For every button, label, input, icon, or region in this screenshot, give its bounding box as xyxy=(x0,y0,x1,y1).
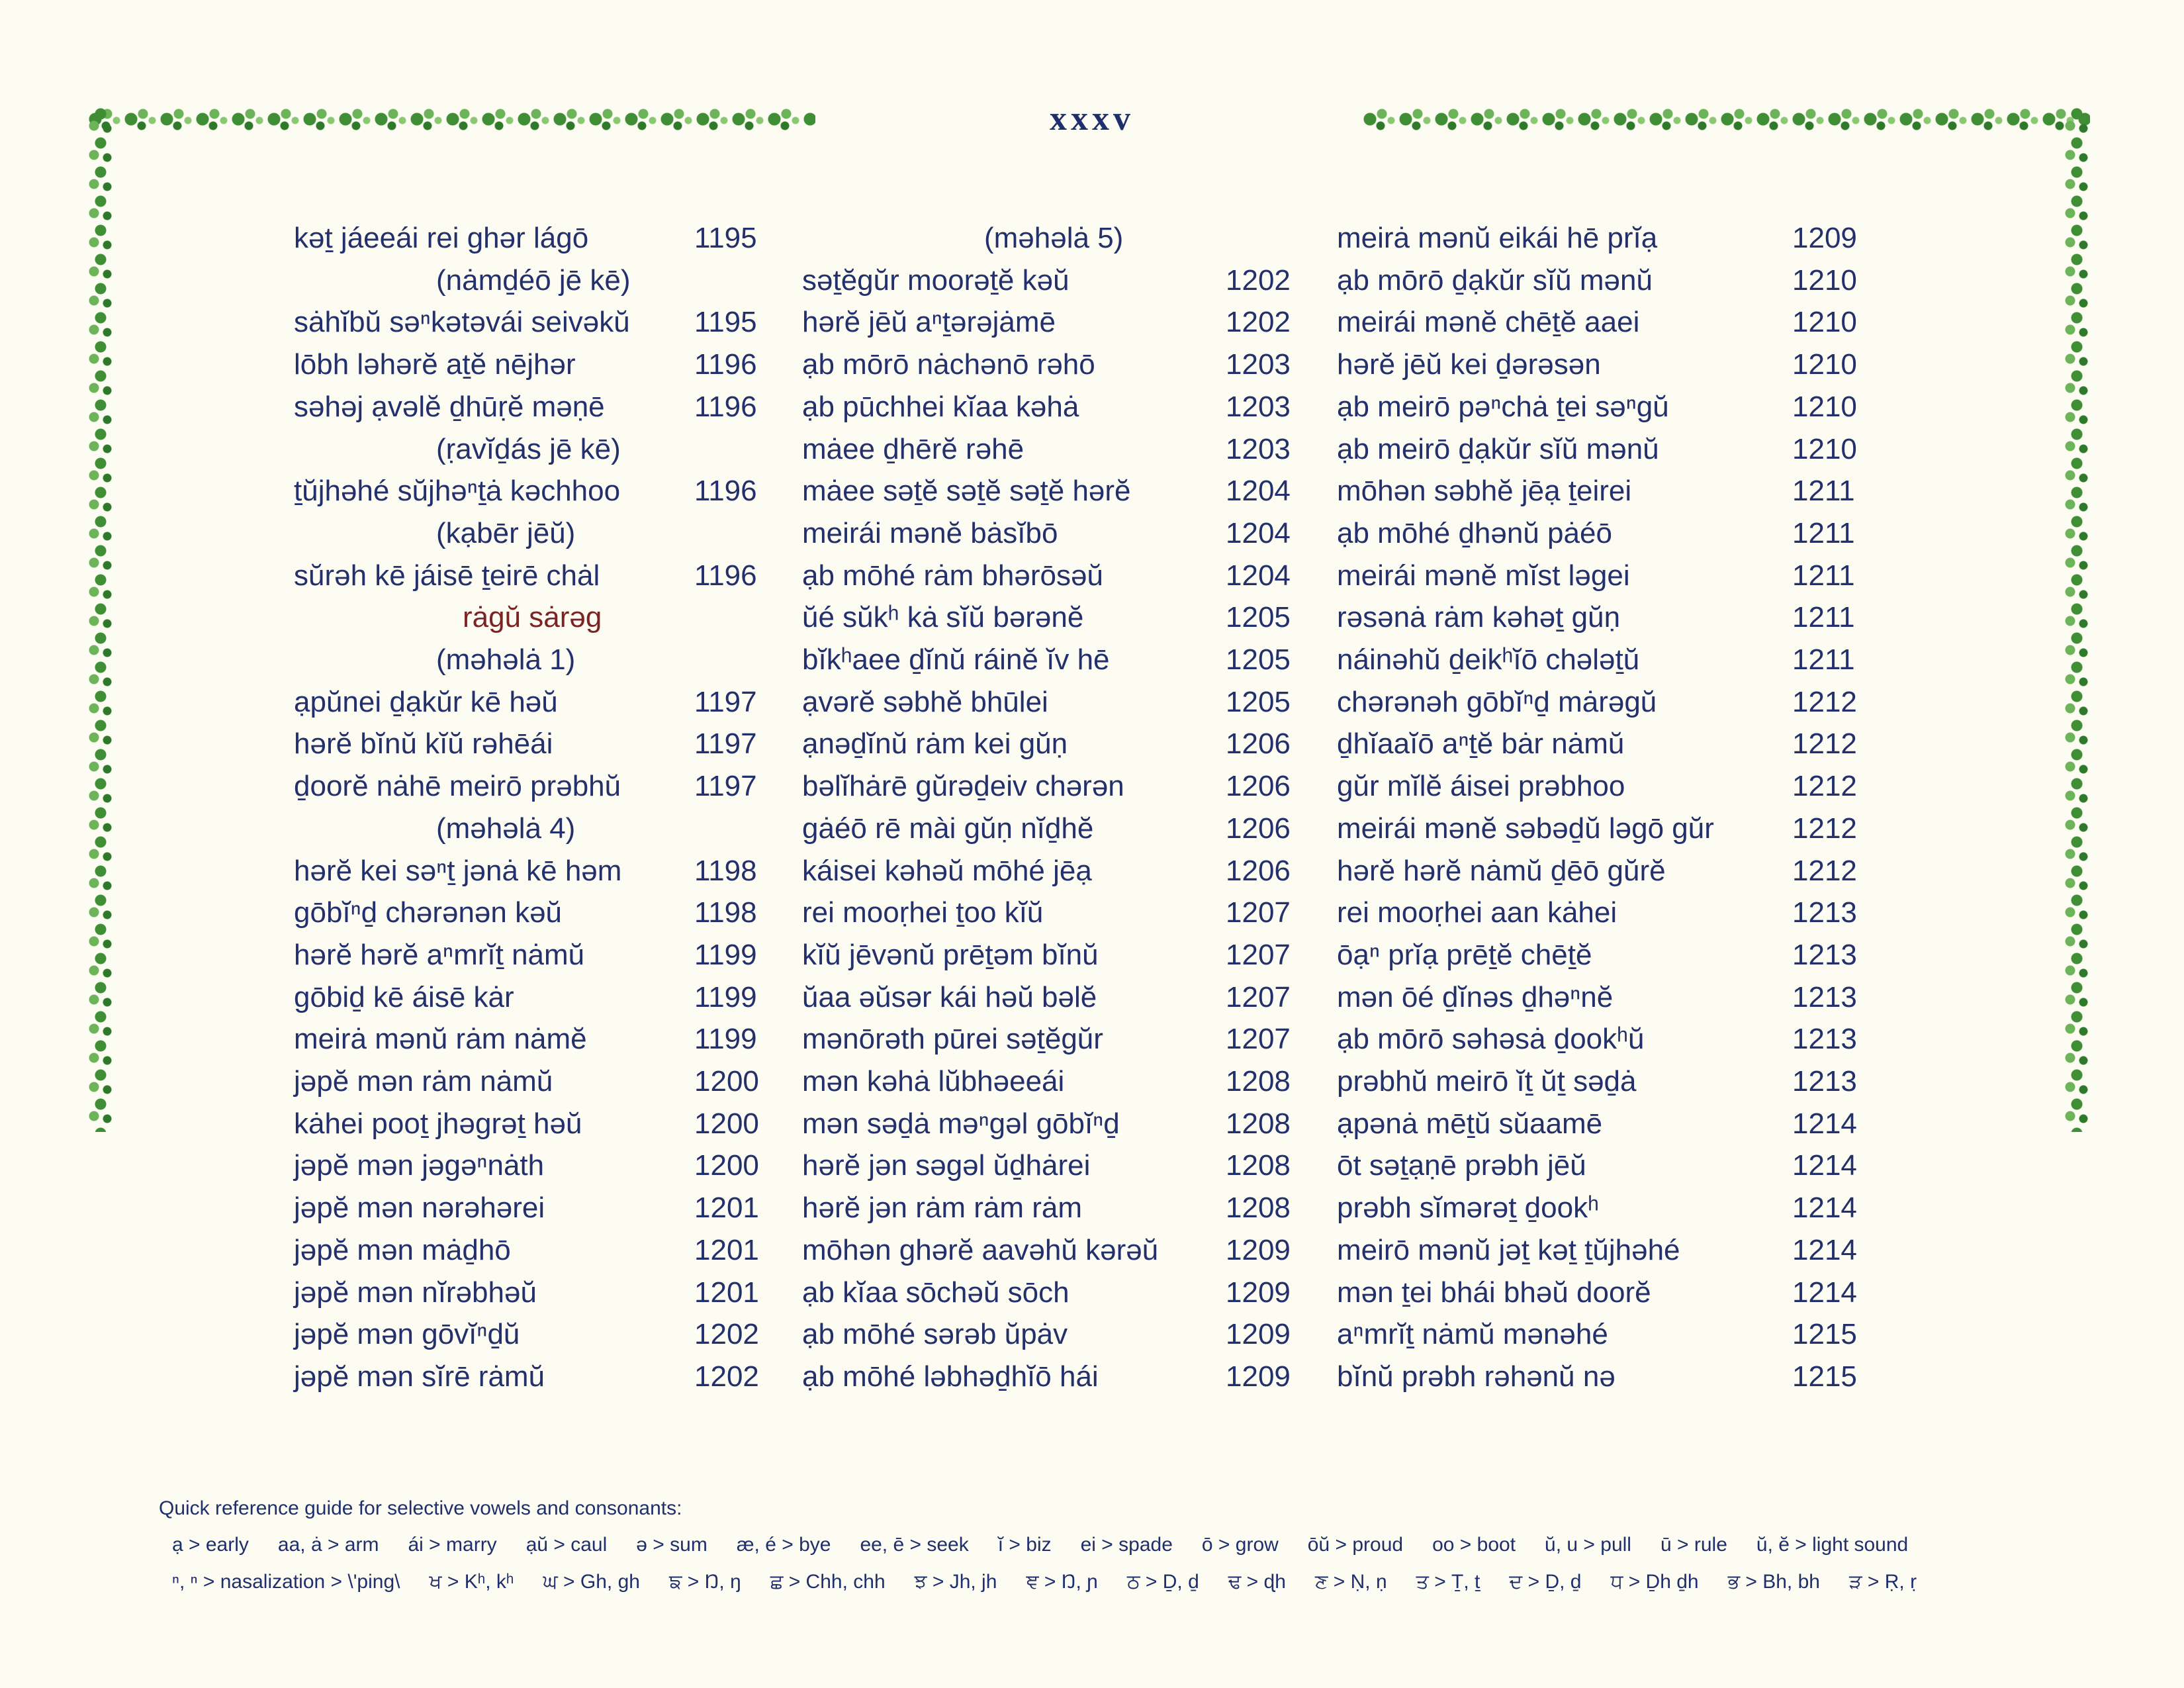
shabad-title: ạb pūchhei kĭaa kəhȧ xyxy=(802,390,1079,423)
guide-item: ਛ > Chh, chh xyxy=(770,1571,886,1593)
shabad-title: lōbh ləhərĕ aṯĕ nējhər xyxy=(294,348,576,381)
shabad-title: ōt səṯạṇē prəbh jēŭ xyxy=(1337,1149,1586,1182)
shabad-title: ạb mōrō nȧchənō rəhō xyxy=(802,348,1095,381)
index-entry xyxy=(802,430,1305,469)
shabad-title: ạb mōhé ḏhənŭ pȧéō xyxy=(1337,516,1612,549)
index-entry xyxy=(294,218,770,258)
page-ref-number: 1199 xyxy=(694,1023,757,1056)
index-entry xyxy=(294,1062,770,1102)
guide-item: ⁿ, ⁿ > nasalization > \'ping\ xyxy=(172,1571,400,1593)
index-entry xyxy=(294,1315,770,1354)
consonant-guide xyxy=(172,1564,2012,1601)
guide-item: ਙ > Ŋ, ŋ xyxy=(668,1571,741,1593)
page-ref-number: 1215 xyxy=(1792,1318,1857,1351)
page-ref-number: 1215 xyxy=(1792,1360,1857,1393)
index-entry xyxy=(802,514,1305,553)
index-entry xyxy=(1337,430,1866,469)
shabad-title: meirái mənĕ chēṯĕ aaei xyxy=(1337,306,1640,339)
page-ref-number: 1209 xyxy=(1226,1318,1291,1351)
index-entry xyxy=(294,471,770,511)
page-ref-number: 1203 xyxy=(1226,348,1291,381)
guide-item: ਝ > Jh, jh xyxy=(914,1571,997,1593)
shabad-title: ạb mōrō ḏạkŭr sĭŭ mənŭ xyxy=(1337,263,1653,297)
shabad-title: jəpĕ mən mȧḏhō xyxy=(294,1233,511,1266)
shabad-title: meirȧ mənŭ rȧm nȧmĕ xyxy=(294,1023,587,1056)
page-ref-number: 1212 xyxy=(1792,812,1857,845)
index-entry xyxy=(1337,767,1866,806)
shabad-title: ạb kĭaa sōchəŭ sōch xyxy=(802,1276,1069,1309)
index-entry xyxy=(1337,809,1866,849)
guide-item: ŭ, u > pull xyxy=(1545,1534,1631,1556)
page-ref-number: 1206 xyxy=(1226,770,1291,803)
guide-item: ਦ > Ḏ, ḏ xyxy=(1509,1571,1582,1593)
index-entry xyxy=(802,1188,1305,1228)
shabad-title: kəṯ jáeeái rei ghər lágō xyxy=(294,222,589,254)
shabad-title: ạvərĕ səbhĕ bhūlei xyxy=(802,685,1048,718)
page-ref-number: 1197 xyxy=(694,685,757,718)
index-entry xyxy=(294,430,770,469)
index-entry xyxy=(1337,1019,1866,1059)
index-entry xyxy=(294,724,770,764)
index-entry xyxy=(294,767,770,806)
index-entry xyxy=(802,893,1305,933)
index-entry xyxy=(802,345,1305,385)
page-ref-number: 1214 xyxy=(1792,1276,1857,1309)
index-entry xyxy=(1337,1188,1866,1228)
index-entry xyxy=(802,556,1305,596)
index-entry xyxy=(802,767,1305,806)
page-ref-number: 1210 xyxy=(1792,263,1857,297)
guide-item: ạŭ > caul xyxy=(525,1534,608,1556)
page-ref-number: 1204 xyxy=(1226,475,1291,508)
index-entry xyxy=(802,978,1305,1017)
index-entry xyxy=(294,1231,770,1270)
guide-item: ੜ > Ṛ, ṛ xyxy=(1848,1571,1917,1593)
guide-item: ái > marry xyxy=(408,1534,497,1556)
index-entry xyxy=(294,303,770,342)
index-entry xyxy=(294,514,770,553)
page-ref-number: 1195 xyxy=(694,306,757,339)
guide-item: aa, ȧ > arm xyxy=(277,1534,379,1556)
shabad-title: hərĕ jēŭ kei ḏərəsən xyxy=(1337,348,1601,381)
index-entry xyxy=(294,1019,770,1059)
shabad-title: aⁿmrĭṯ nȧmŭ mənəhé xyxy=(1337,1318,1608,1351)
index-entry xyxy=(1337,218,1866,258)
page-ref-number: 1211 xyxy=(1792,516,1855,549)
index-entry xyxy=(1337,556,1866,596)
page-ref-number: 1203 xyxy=(1226,432,1291,465)
page-ref-number: 1209 xyxy=(1226,1233,1291,1266)
index-entry xyxy=(802,598,1305,637)
index-entry xyxy=(1337,598,1866,637)
shabad-title: mōhən ghərĕ aavəhŭ kərəŭ xyxy=(802,1233,1159,1266)
page-ref-number: 1207 xyxy=(1226,938,1291,971)
page-ref-number: 1205 xyxy=(1226,643,1291,676)
index-entry xyxy=(294,1273,770,1313)
page-ref-number: 1210 xyxy=(1792,432,1857,465)
index-entry xyxy=(1337,1357,1866,1397)
page-ref-number: 1204 xyxy=(1226,516,1291,549)
page-ref-number: 1198 xyxy=(694,854,757,887)
index-entry xyxy=(1337,1315,1866,1354)
index-entry xyxy=(802,640,1305,680)
index-entry xyxy=(1337,978,1866,1017)
index-entry xyxy=(294,935,770,975)
index-entry xyxy=(802,724,1305,764)
index-entry xyxy=(294,1104,770,1144)
index-entry xyxy=(802,218,1305,258)
shabad-title: mən ṯei bhái bhəŭ doorĕ xyxy=(1337,1276,1651,1309)
page-ref-number: 1202 xyxy=(694,1360,759,1393)
shabad-title: ṯŭjhəhé sŭjhəⁿṯȧ kəchhoo xyxy=(294,475,621,508)
page-ref-number: 1198 xyxy=(694,896,757,929)
index-entry xyxy=(1337,303,1866,342)
page-ref-number: 1201 xyxy=(694,1192,759,1225)
shabad-title: ạpənȧ mēṯŭ sŭaamē xyxy=(1337,1107,1603,1140)
page-ref-number: 1210 xyxy=(1792,348,1857,381)
page-ref-number: 1200 xyxy=(694,1107,759,1140)
index-entry xyxy=(1337,1146,1866,1186)
section-heading: (məhəlȧ 4) xyxy=(436,812,576,845)
shabad-title: prəbh sĭmərəṯ ḏookʰ xyxy=(1337,1192,1599,1225)
index-entry xyxy=(294,1357,770,1397)
index-entry xyxy=(802,1019,1305,1059)
page-ref-number: 1211 xyxy=(1792,643,1855,676)
page-ref-number: 1206 xyxy=(1226,854,1291,887)
shabad-title: hərĕ jən rȧm rȧm rȧm xyxy=(802,1192,1083,1225)
shabad-title: ạb mōrō səhəsȧ ḏookʰŭ xyxy=(1337,1023,1645,1056)
page-ref-number: 1206 xyxy=(1226,727,1291,761)
index-entry xyxy=(294,809,770,849)
index-entry xyxy=(294,1146,770,1186)
page-ref-number: 1211 xyxy=(1792,559,1855,592)
page-ref-number: 1201 xyxy=(694,1276,759,1309)
shabad-title: kȧhei pooṯ jhəgrəṯ həŭ xyxy=(294,1107,582,1140)
guide-item: ei > spade xyxy=(1080,1534,1173,1556)
reference-guide-title: Quick reference guide for selective vowels and consonants: xyxy=(159,1497,682,1519)
shabad-title: hərĕ bĭnŭ kĭŭ rəhēái xyxy=(294,727,553,761)
index-entry xyxy=(1337,387,1866,427)
shabad-title: ạb meirō pəⁿchȧ ṯei səⁿgŭ xyxy=(1337,390,1669,423)
shabad-title: meirái mənĕ səbəḏŭ ləgō gŭr xyxy=(1337,812,1714,845)
vowel-guide xyxy=(172,1526,2012,1564)
page-ref-number: 1196 xyxy=(694,475,757,508)
guide-item: ਤ > Ṯ, ṯ xyxy=(1416,1571,1480,1593)
page-ref-number: 1213 xyxy=(1792,1023,1857,1056)
shabad-title: jəpĕ mən nĭrəbhəŭ xyxy=(294,1276,537,1309)
index-entry xyxy=(802,1146,1305,1186)
index-entry xyxy=(294,640,770,680)
index-entry xyxy=(1337,261,1866,301)
index-entry xyxy=(294,345,770,385)
page-ref-number: 1208 xyxy=(1226,1149,1291,1182)
page-ref-number: 1214 xyxy=(1792,1192,1857,1225)
index-entry xyxy=(1337,514,1866,553)
page-ref-number: 1196 xyxy=(694,348,757,381)
shabad-title: meirō mənŭ jəṯ kəṯ ṯŭjhəhé xyxy=(1337,1233,1680,1266)
shabad-title: mən səḏȧ məⁿgəl gōbĭⁿḏ xyxy=(802,1107,1120,1140)
page-ref-number: 1212 xyxy=(1792,685,1857,718)
shabad-title: meirái mənĕ bȧsĭbō xyxy=(802,516,1058,549)
guide-item: ō > grow xyxy=(1201,1534,1279,1556)
page-ref-number: 1202 xyxy=(694,1318,759,1351)
index-entry xyxy=(294,556,770,596)
index-entry xyxy=(802,1231,1305,1270)
page-ref-number: 1202 xyxy=(1226,306,1291,339)
page-ref-number: 1213 xyxy=(1792,938,1857,971)
guide-item: ōŭ > proud xyxy=(1307,1534,1404,1556)
shabad-title: prəbhŭ meirō ĭṯ ŭṯ səḏȧ xyxy=(1337,1065,1637,1098)
page-ref-number: 1195 xyxy=(694,222,757,254)
index-entry xyxy=(1337,640,1866,680)
page-ref-number: 1197 xyxy=(694,727,757,761)
index-entry xyxy=(294,893,770,933)
shabad-title: mōhən səbhĕ jēạ ṯeirei xyxy=(1337,475,1632,508)
page-ref-number: 1197 xyxy=(694,770,757,803)
page-ref-number: 1207 xyxy=(1226,896,1291,929)
page-ref-number: 1210 xyxy=(1792,306,1857,339)
page-ref-number: 1208 xyxy=(1226,1107,1291,1140)
index-entry xyxy=(1337,851,1866,891)
shabad-title: ạb mōhé rȧm bhərōsəŭ xyxy=(802,559,1103,592)
page-ref-number: 1207 xyxy=(1226,1023,1291,1056)
page-ref-number: 1214 xyxy=(1792,1149,1857,1182)
index-entry xyxy=(1337,1062,1866,1102)
page-ref-number: 1199 xyxy=(694,938,757,971)
guide-item: ee, ē > seek xyxy=(860,1534,969,1556)
shabad-title: bəlĭhȧrē gŭrəḏeiv chərən xyxy=(802,770,1124,803)
shabad-title: ạb meirō ḏạkŭr sĭŭ mənŭ xyxy=(1337,432,1659,465)
index-entry xyxy=(294,261,770,301)
page-ref-number: 1210 xyxy=(1792,390,1857,423)
shabad-title: jəpĕ mən nərəhərei xyxy=(294,1192,545,1225)
page-ref-number: 1212 xyxy=(1792,727,1857,761)
page-ref-number: 1211 xyxy=(1792,601,1855,634)
index-entry xyxy=(802,1315,1305,1354)
page-ref-number: 1196 xyxy=(694,559,757,592)
guide-item: ਢ > ɖh xyxy=(1228,1571,1286,1593)
shabad-title: mȧee ḏhērĕ rəhē xyxy=(802,432,1024,465)
shabad-title: hərĕ jēŭ aⁿṯərəjȧmē xyxy=(802,306,1056,339)
shabad-title: káisei kəhəŭ mōhé jēạ xyxy=(802,854,1092,887)
shabad-title: jəpĕ mən sĭrē rȧmŭ xyxy=(294,1360,545,1393)
shabad-title: ạnəḏĭnŭ rȧm kei gŭṇ xyxy=(802,727,1068,761)
shabad-title: gȧéō rē mài gŭṇ nĭḏhĕ xyxy=(802,812,1094,845)
left-vine-border xyxy=(87,106,114,1132)
shabad-title: hərĕ hərĕ aⁿmrĭṯ nȧmŭ xyxy=(294,938,585,971)
page-ref-number: 1204 xyxy=(1226,559,1291,592)
page-ref-number: 1209 xyxy=(1226,1276,1291,1309)
guide-item: æ, é > bye xyxy=(736,1534,831,1556)
index-entry xyxy=(802,1062,1305,1102)
page-ref-number: 1205 xyxy=(1226,685,1291,718)
shabad-title: kĭŭ jēvənŭ prēṯəm bĭnŭ xyxy=(802,938,1099,971)
section-heading: (nȧmḏéō jē kē) xyxy=(436,263,631,297)
guide-item: ਣ > Ṇ, ṇ xyxy=(1314,1571,1387,1593)
index-entry xyxy=(802,303,1305,342)
index-entry xyxy=(294,1188,770,1228)
shabad-title: rei mooṛhei ṯoo kĭŭ xyxy=(802,896,1044,929)
index-entry xyxy=(1337,1104,1866,1144)
page-ref-number: 1209 xyxy=(1792,222,1857,254)
shabad-title: mən ōé ḏĭnəs ḏhəⁿnĕ xyxy=(1337,980,1614,1013)
shabad-title: náinəhŭ ḏeikʰĭō chələṯŭ xyxy=(1337,643,1640,676)
index-entry xyxy=(802,387,1305,427)
shabad-title: meirái mənĕ mĭst ləgei xyxy=(1337,559,1630,592)
index-entry xyxy=(1337,724,1866,764)
shabad-title: gŭr mĭlĕ áisei prəbhoo xyxy=(1337,770,1625,803)
shabad-title: hərĕ hərĕ nȧmŭ ḏēō gŭrĕ xyxy=(1337,854,1666,887)
shabad-title: ŭé sŭkʰ kȧ sĭŭ bərənĕ xyxy=(802,601,1084,634)
guide-item: ə > sum xyxy=(636,1534,707,1556)
page-ref-number: 1199 xyxy=(694,980,757,1013)
shabad-title: ḏoorĕ nȧhē meirō prəbhŭ xyxy=(294,770,621,803)
guide-item: ĭ > biz xyxy=(997,1534,1052,1556)
index-entry xyxy=(1337,345,1866,385)
shabad-title: gōbĭⁿḏ chərənən kəŭ xyxy=(294,896,563,929)
page-ref-number: 1214 xyxy=(1792,1233,1857,1266)
shabad-title: hərĕ kei səⁿṯ jənȧ kē həm xyxy=(294,854,622,887)
page-ref-number: 1203 xyxy=(1226,390,1291,423)
guide-item: ਧ > Ḏh ḏh xyxy=(1610,1571,1699,1593)
guide-item: oo > boot xyxy=(1432,1534,1516,1556)
guide-item: ਠ > Ḏ, ḏ xyxy=(1126,1571,1199,1593)
shabad-title: ạpŭnei ḏạkŭr kē həŭ xyxy=(294,685,558,718)
shabad-title: jəpĕ mən rȧm nȧmŭ xyxy=(294,1065,553,1098)
guide-item: ਭ > Bh, bh xyxy=(1727,1571,1820,1593)
index-entry xyxy=(802,261,1305,301)
shabad-title: bĭkʰaee ḏĭnŭ ráinĕ ĭv hē xyxy=(802,643,1110,676)
page-ref-number: 1196 xyxy=(694,390,757,423)
index-entry xyxy=(294,598,770,637)
shabad-title: gōbiḏ kē áisē kȧr xyxy=(294,980,514,1013)
page-ref-number: 1213 xyxy=(1792,896,1857,929)
page-ref-number: 1208 xyxy=(1226,1192,1291,1225)
index-entry xyxy=(802,682,1305,722)
shabad-title: ŭaa əŭsər kái həŭ bəlĕ xyxy=(802,980,1097,1013)
page-ref-number: 1200 xyxy=(694,1149,759,1182)
index-entry xyxy=(1337,682,1866,722)
page-ref-number: 1214 xyxy=(1792,1107,1857,1140)
section-heading: (məhəlȧ 5) xyxy=(984,222,1124,254)
guide-item: ਞ > Ŋ, ɲ xyxy=(1026,1571,1098,1593)
right-vine-border xyxy=(2064,106,2090,1132)
index-entry xyxy=(1337,471,1866,511)
page-ref-number: 1205 xyxy=(1226,601,1291,634)
raag-heading: rȧgŭ sȧrəg xyxy=(463,601,602,634)
shabad-title: rei mooṛhei aan kȧhei xyxy=(1337,896,1617,929)
shabad-title: chərənəh gōbĭⁿḏ mȧrəgŭ xyxy=(1337,685,1657,718)
shabad-title: səṯĕgŭr moorəṯĕ kəŭ xyxy=(802,263,1069,297)
page-ref-number: 1213 xyxy=(1792,980,1857,1013)
page-ref-number: 1206 xyxy=(1226,812,1291,845)
shabad-title: jəpĕ mən jəgəⁿnȧth xyxy=(294,1149,545,1182)
index-entry xyxy=(294,682,770,722)
page-ref-number: 1208 xyxy=(1226,1065,1291,1098)
index-entry xyxy=(802,851,1305,891)
section-heading: (ṛavĭḏás jē kē) xyxy=(436,432,621,465)
index-entry xyxy=(1337,1273,1866,1313)
index-entry xyxy=(1337,1231,1866,1270)
page-number: xxxv xyxy=(1050,100,1134,138)
shabad-title: meirȧ mənŭ eikái hē prĭạ xyxy=(1337,222,1658,254)
page-ref-number: 1212 xyxy=(1792,770,1857,803)
page-ref-number: 1201 xyxy=(694,1233,759,1266)
reference-guide xyxy=(159,1497,2012,1601)
page-ref-number: 1211 xyxy=(1792,475,1855,508)
index-entry xyxy=(802,1357,1305,1397)
shabad-title: rəsənȧ rȧm kəhəṯ gŭṇ xyxy=(1337,601,1621,634)
shabad-title: sȧhĭbŭ səⁿkətəvái seivəkŭ xyxy=(294,306,630,339)
guide-item: ਖ > Kʰ, kʰ xyxy=(429,1571,514,1593)
index-entry xyxy=(294,851,770,891)
section-heading: (məhəlȧ 1) xyxy=(436,643,576,676)
shabad-title: sŭrəh kē jáisē ṯeirē chȧl xyxy=(294,559,600,592)
index-entry xyxy=(1337,935,1866,975)
index-entry xyxy=(802,1273,1305,1313)
index-entry xyxy=(802,809,1305,849)
guide-item: ŭ, ĕ > light sound xyxy=(1756,1534,1909,1556)
page-ref-number: 1209 xyxy=(1226,1360,1291,1393)
index-entry xyxy=(1337,893,1866,933)
index-entry xyxy=(294,387,770,427)
page-ref-number: 1207 xyxy=(1226,980,1291,1013)
index-entry xyxy=(294,978,770,1017)
page-ref-number: 1213 xyxy=(1792,1065,1857,1098)
shabad-title: mən kəhȧ lŭbhəeeái xyxy=(802,1065,1065,1098)
page-ref-number: 1202 xyxy=(1226,263,1291,297)
shabad-title: mənōrəth pūrei səṯĕgŭr xyxy=(802,1023,1103,1056)
shabad-title: ōạⁿ prĭạ prēṯĕ chēṯĕ xyxy=(1337,938,1592,971)
shabad-title: bĭnŭ prəbh rəhənŭ nə xyxy=(1337,1360,1615,1393)
guide-item: ū > rule xyxy=(1660,1534,1727,1556)
shabad-title: ḏhĭaaĭō aⁿṯĕ bȧr nȧmŭ xyxy=(1337,727,1625,761)
guide-item: ਘ > Gh, gh xyxy=(543,1571,640,1593)
page-ref-number: 1200 xyxy=(694,1065,759,1098)
page-ref-number: 1212 xyxy=(1792,854,1857,887)
section-heading: (kạbēr jēŭ) xyxy=(436,516,576,549)
shabad-title: mȧee səṯĕ səṯĕ səṯĕ hərĕ xyxy=(802,475,1131,508)
index-entry xyxy=(802,1104,1305,1144)
index-entry xyxy=(802,935,1305,975)
shabad-title: jəpĕ mən gōvĭⁿḏŭ xyxy=(294,1318,520,1351)
index-entry xyxy=(802,471,1305,511)
guide-item: ạ > early xyxy=(172,1534,249,1556)
shabad-title: hərĕ jən səgəl ŭḏhȧrei xyxy=(802,1149,1091,1182)
shabad-title: ạb mōhé sərəb ŭpȧv xyxy=(802,1318,1068,1351)
shabad-title: ạb mōhé ləbhəḏhĭō hái xyxy=(802,1360,1099,1393)
shabad-title: səhəj ạvəlĕ ḏhūṛĕ məṇē xyxy=(294,390,605,423)
